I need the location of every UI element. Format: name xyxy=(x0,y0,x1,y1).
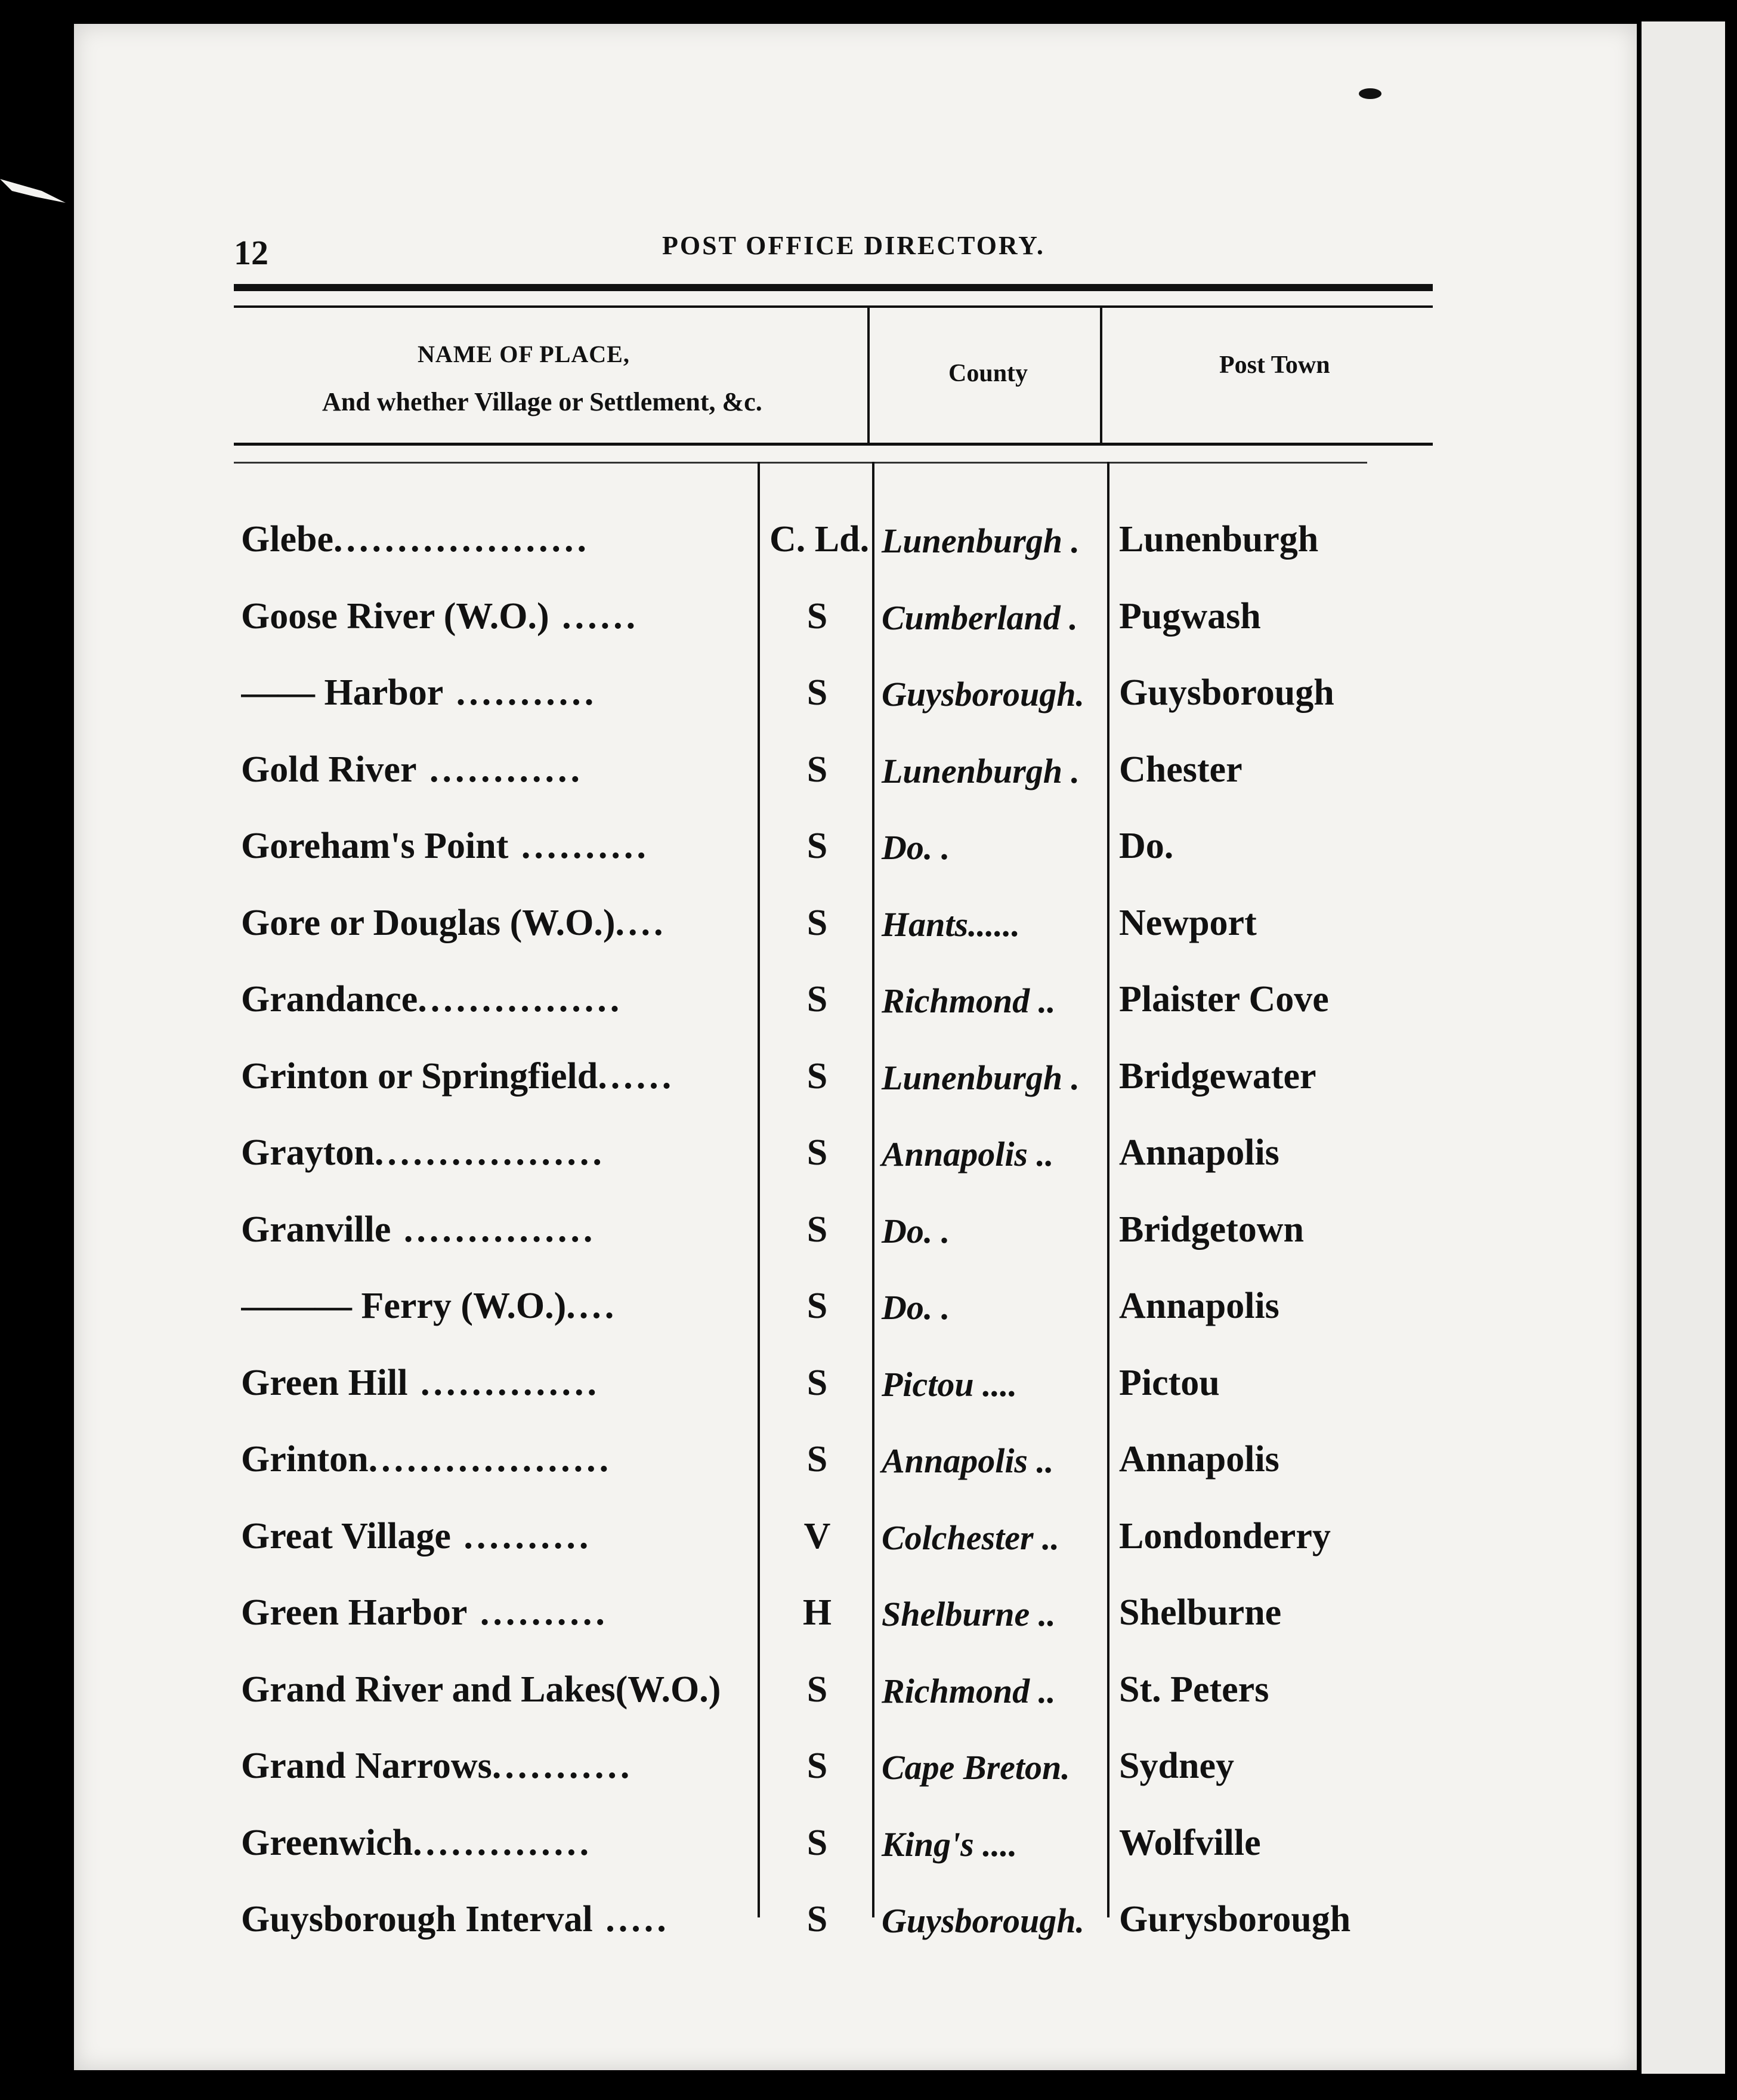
post-town: Bridgewater xyxy=(1119,1055,1316,1097)
county-name: King's .... xyxy=(882,1824,1018,1864)
leader-dots: ..... xyxy=(592,1899,670,1940)
place-name xyxy=(241,672,754,714)
header-divider-post xyxy=(1100,305,1102,445)
leader-dots: .... xyxy=(615,902,667,943)
post-town: Pictou xyxy=(1119,1362,1220,1403)
place-name-text: Grinton or Springfield xyxy=(241,1055,598,1097)
place-class: C. Ld. xyxy=(769,519,870,560)
place-name xyxy=(241,518,754,561)
place-name-text: Goreham's Point xyxy=(241,826,509,866)
place-name-text: Glebe xyxy=(241,519,333,560)
place-name xyxy=(241,902,754,944)
table-row xyxy=(0,566,1737,638)
table-row xyxy=(0,796,1737,867)
leader-dots: ...... xyxy=(598,1055,675,1097)
place-name xyxy=(241,1055,754,1098)
place-name xyxy=(241,1745,754,1787)
place-class: S xyxy=(806,826,828,866)
county-name: Lunenburgh . xyxy=(882,1058,1080,1097)
place-class: S xyxy=(806,1286,828,1326)
post-town: Pugwash xyxy=(1119,595,1261,637)
leader-dots: .............. xyxy=(413,1822,593,1863)
place-name xyxy=(241,1669,754,1711)
county-name: Cumberland . xyxy=(882,598,1078,637)
leader-dots: .......... xyxy=(508,826,650,866)
ink-smudge xyxy=(1359,88,1381,99)
leader-dots: ................... xyxy=(368,1439,613,1480)
leader-dots: ........... xyxy=(443,672,598,713)
place-name xyxy=(241,595,754,638)
column-header-post-town: Post Town xyxy=(1219,351,1330,379)
header-rule-thick xyxy=(234,284,1433,291)
running-head: POST OFFICE DIRECTORY. xyxy=(662,231,1045,260)
post-town: Wolfville xyxy=(1119,1822,1261,1863)
table-row xyxy=(0,489,1737,561)
post-town: Lunenburgh xyxy=(1119,519,1319,560)
place-name xyxy=(241,1209,754,1251)
table-top-rule xyxy=(234,462,1367,464)
table-row xyxy=(0,1562,1737,1634)
header-bottom-rule xyxy=(234,443,1433,446)
county-name: Guysborough. xyxy=(882,1901,1085,1940)
place-class: S xyxy=(806,749,828,790)
place-name-text: Granville xyxy=(241,1209,391,1250)
place-class: S xyxy=(806,902,828,943)
place-class: S xyxy=(806,1055,828,1097)
leader-dots: .................. xyxy=(374,1132,605,1173)
column-header-county: County xyxy=(948,360,1028,387)
place-name xyxy=(241,1592,754,1634)
place-class: S xyxy=(806,979,828,1020)
post-town: Shelburne xyxy=(1119,1592,1282,1633)
county-name: Lunenburgh . xyxy=(882,521,1080,560)
county-name: Do. . xyxy=(882,1211,950,1250)
place-name xyxy=(241,749,754,791)
county-name: Do. . xyxy=(882,1288,950,1327)
post-town: Do. xyxy=(1119,826,1174,866)
column-header-place-sub: And whether Village or Settlement, &c. xyxy=(322,387,762,416)
post-town: Chester xyxy=(1119,749,1243,790)
leader-dots: .................... xyxy=(333,519,590,560)
page-number: 12 xyxy=(234,233,268,272)
place-class: S xyxy=(806,1132,828,1173)
place-name-text: Grandance xyxy=(241,979,418,1020)
leader-dots: .......... xyxy=(450,1515,592,1557)
post-town: Guysborough xyxy=(1119,672,1334,713)
place-name xyxy=(241,1898,754,1941)
place-name-text: ——— Ferry (W.O.) xyxy=(241,1286,567,1326)
place-class: S xyxy=(806,1822,828,1863)
place-name-text: Gold River xyxy=(241,749,417,790)
table-row xyxy=(0,1793,1737,1864)
leader-dots: ...... xyxy=(549,595,639,637)
place-name-text: Grinton xyxy=(241,1439,369,1480)
post-town: Gurysborough xyxy=(1119,1899,1351,1940)
place-class: S xyxy=(806,1209,828,1250)
post-town: Annapolis xyxy=(1119,1132,1279,1173)
table-row xyxy=(0,1256,1737,1327)
table-row xyxy=(0,1639,1737,1711)
place-class: S xyxy=(806,1746,828,1786)
leader-dots: .... xyxy=(566,1286,618,1326)
header-rule-thin xyxy=(234,305,1433,308)
column-header-place: NAME OF PLACE, xyxy=(418,341,630,368)
place-name xyxy=(241,1515,754,1558)
post-town: Plaister Cove xyxy=(1119,979,1329,1020)
place-name xyxy=(241,1132,754,1174)
place-name xyxy=(241,978,754,1021)
place-class: S xyxy=(806,1669,828,1710)
county-name: Guysborough. xyxy=(882,675,1085,714)
table-row xyxy=(0,1333,1737,1404)
county-name: Cape Breton. xyxy=(882,1748,1070,1787)
place-class: S xyxy=(806,1439,828,1480)
table-row xyxy=(0,1716,1737,1787)
county-name: Shelburne .. xyxy=(882,1595,1056,1633)
place-name-text: Green Hill xyxy=(241,1362,408,1403)
table-row xyxy=(0,1409,1737,1481)
place-name xyxy=(241,1822,754,1864)
place-name-text: Green Harbor xyxy=(241,1592,468,1633)
post-town: Annapolis xyxy=(1119,1286,1279,1326)
post-town: Sydney xyxy=(1119,1746,1234,1786)
header-divider-county xyxy=(867,305,870,445)
table-row xyxy=(0,873,1737,944)
table-row xyxy=(0,949,1737,1021)
post-town: Newport xyxy=(1119,902,1257,943)
place-name-text: Grayton xyxy=(241,1132,375,1173)
place-name-text: Grand River and Lakes(W.O.) xyxy=(241,1669,721,1710)
place-name xyxy=(241,1438,754,1481)
county-name: Pictou .... xyxy=(882,1364,1018,1404)
post-town: Annapolis xyxy=(1119,1439,1279,1480)
leader-dots: ................ xyxy=(418,979,623,1020)
place-name xyxy=(241,825,754,867)
place-name xyxy=(241,1285,754,1327)
post-town: St. Peters xyxy=(1119,1669,1269,1710)
county-name: Richmond .. xyxy=(882,981,1056,1020)
county-name: Hants...... xyxy=(882,904,1021,944)
county-name: Annapolis .. xyxy=(882,1441,1054,1480)
county-name: Richmond .. xyxy=(882,1671,1056,1710)
place-name-text: Guysborough Interval xyxy=(241,1899,593,1940)
leader-dots: ............... xyxy=(391,1209,596,1250)
leader-dots: .............. xyxy=(407,1362,601,1403)
county-name: Do. . xyxy=(882,828,950,867)
table-row xyxy=(0,1102,1737,1174)
table-row xyxy=(0,643,1737,714)
place-class: V xyxy=(803,1515,831,1557)
place-class: S xyxy=(806,1362,828,1403)
county-name: Lunenburgh . xyxy=(882,751,1080,790)
place-class: H xyxy=(802,1592,832,1633)
place-name-text: —— Harbor xyxy=(241,672,444,713)
table-row xyxy=(0,719,1737,791)
county-name: Colchester .. xyxy=(882,1518,1060,1557)
leader-dots: .......... xyxy=(467,1592,608,1633)
place-name-text: Great Village xyxy=(241,1515,451,1557)
place-name-text: Grand Narrows xyxy=(241,1746,492,1786)
place-name xyxy=(241,1362,754,1404)
table-row xyxy=(0,1486,1737,1558)
place-name-text: Gore or Douglas (W.O.) xyxy=(241,902,616,943)
place-class: S xyxy=(806,1899,828,1940)
leader-dots: ........... xyxy=(492,1746,633,1786)
place-class: S xyxy=(806,672,828,713)
table-row xyxy=(0,1026,1737,1098)
table-row xyxy=(0,1179,1737,1251)
place-class: S xyxy=(806,595,828,637)
table-row xyxy=(0,1869,1737,1941)
post-town: Londonderry xyxy=(1119,1515,1331,1557)
leader-dots: ............ xyxy=(416,749,583,790)
place-name-text: Greenwich xyxy=(241,1822,413,1863)
page-corner-mark xyxy=(0,173,72,209)
county-name: Annapolis .. xyxy=(882,1135,1054,1173)
post-town: Bridgetown xyxy=(1119,1209,1304,1250)
place-name-text: Goose River (W.O.) xyxy=(241,595,549,637)
